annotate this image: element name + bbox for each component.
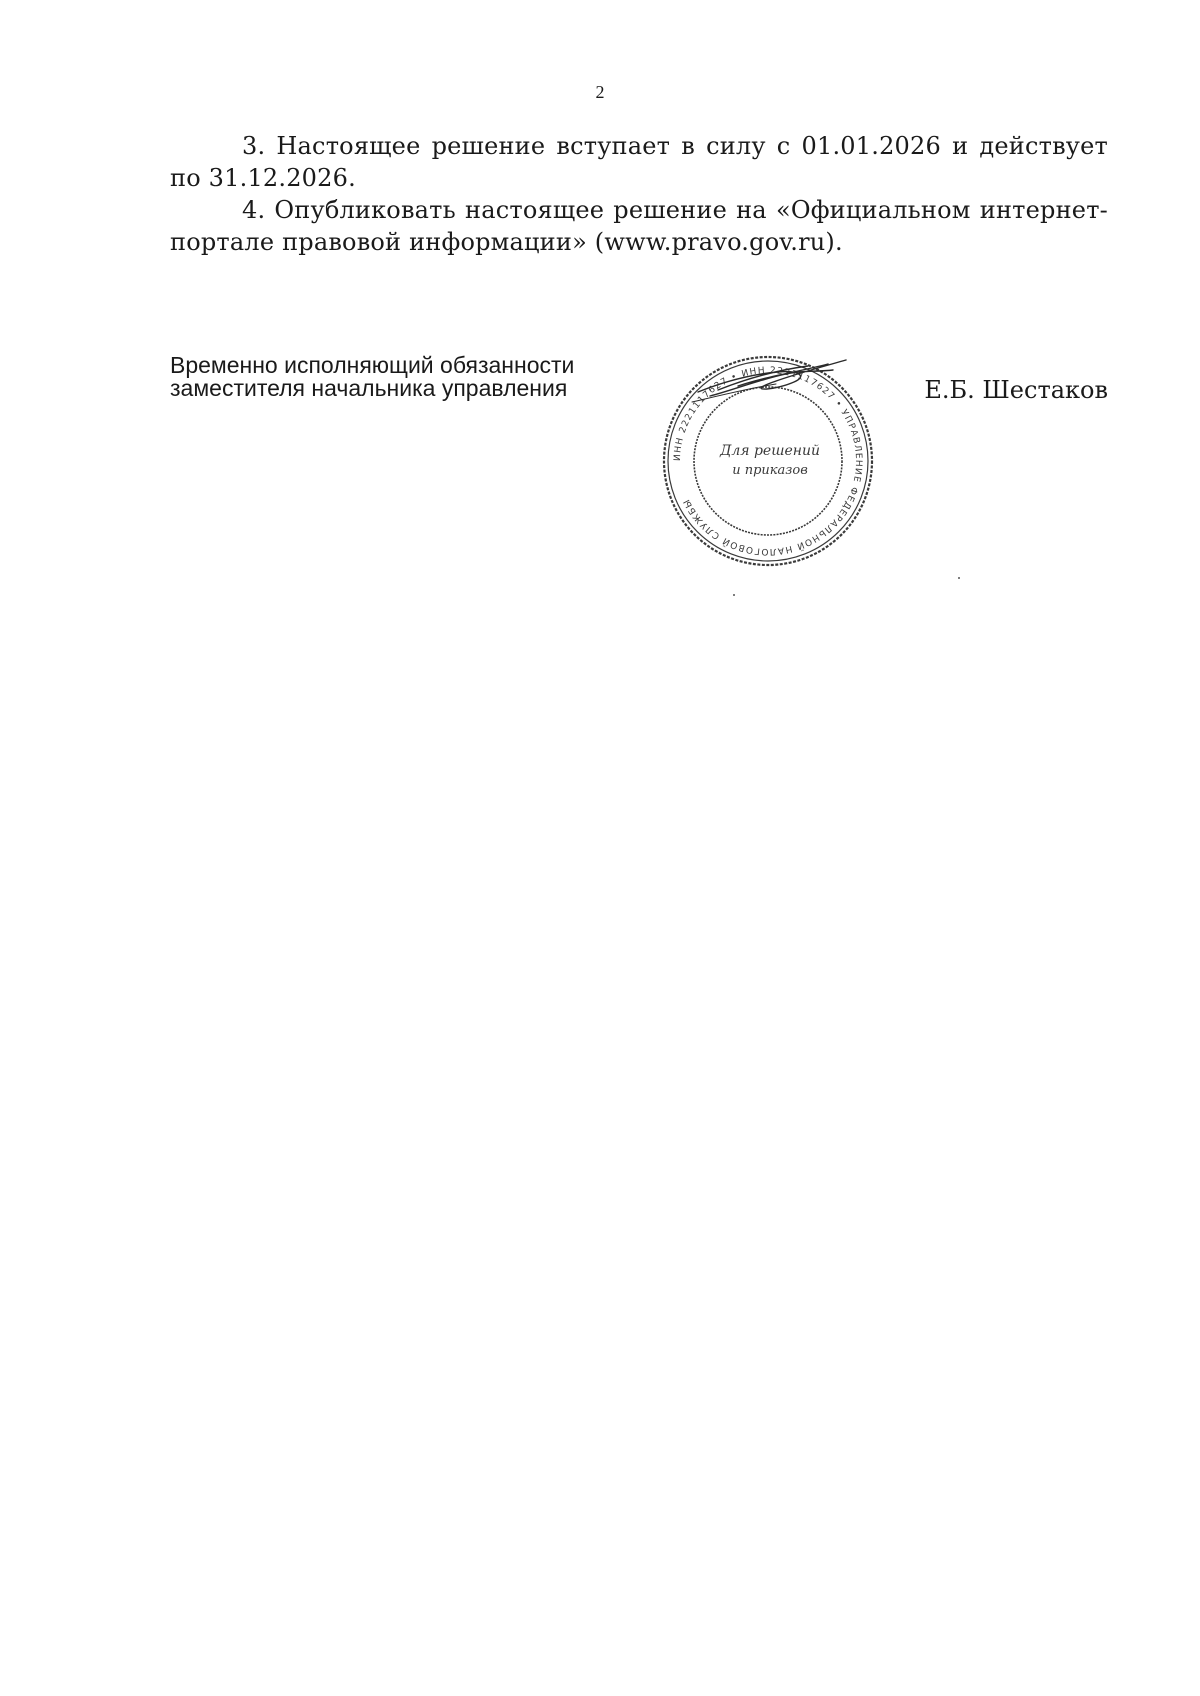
paragraph-4-line-2: портале правовой информации» (www.pravo.gov.ru). xyxy=(170,228,843,256)
signer-position-line-1: Временно исполняющий обязанности xyxy=(170,352,575,378)
official-seal-stamp xyxy=(658,350,878,572)
svg-text:ИНН 2221117627 • ИНН 222111762 xyxy=(673,366,863,556)
scan-speck xyxy=(733,594,735,596)
page-number: 2 xyxy=(595,82,605,102)
seal-center-line-1: Для решений xyxy=(719,443,821,459)
signer-position xyxy=(170,354,574,400)
paragraph-3-line-1: 3. Настоящее решение вступает в силу с 01.01.2026 и действует xyxy=(242,132,1108,160)
paragraph-3-line-2: по 31.12.2026. xyxy=(170,164,356,192)
signer-position-line-2: заместителя начальника управления xyxy=(170,375,568,401)
seal-center-line-2: и приказов xyxy=(732,463,808,478)
paragraph-4-line-1: 4. Опубликовать настоящее решение на «Официальном интернет- xyxy=(242,196,1108,224)
scan-speck xyxy=(958,577,960,579)
signer-name: Е.Б. Шестаков xyxy=(924,376,1108,404)
seal-ring-text: ИНН 2221117627 • ИНН 2221117627 • УПРАВЛЕНИЕ ФЕДЕРАЛЬНОЙ НАЛОГОВОЙ СЛУЖБЫ xyxy=(672,365,864,557)
seal-graphic xyxy=(658,350,878,572)
